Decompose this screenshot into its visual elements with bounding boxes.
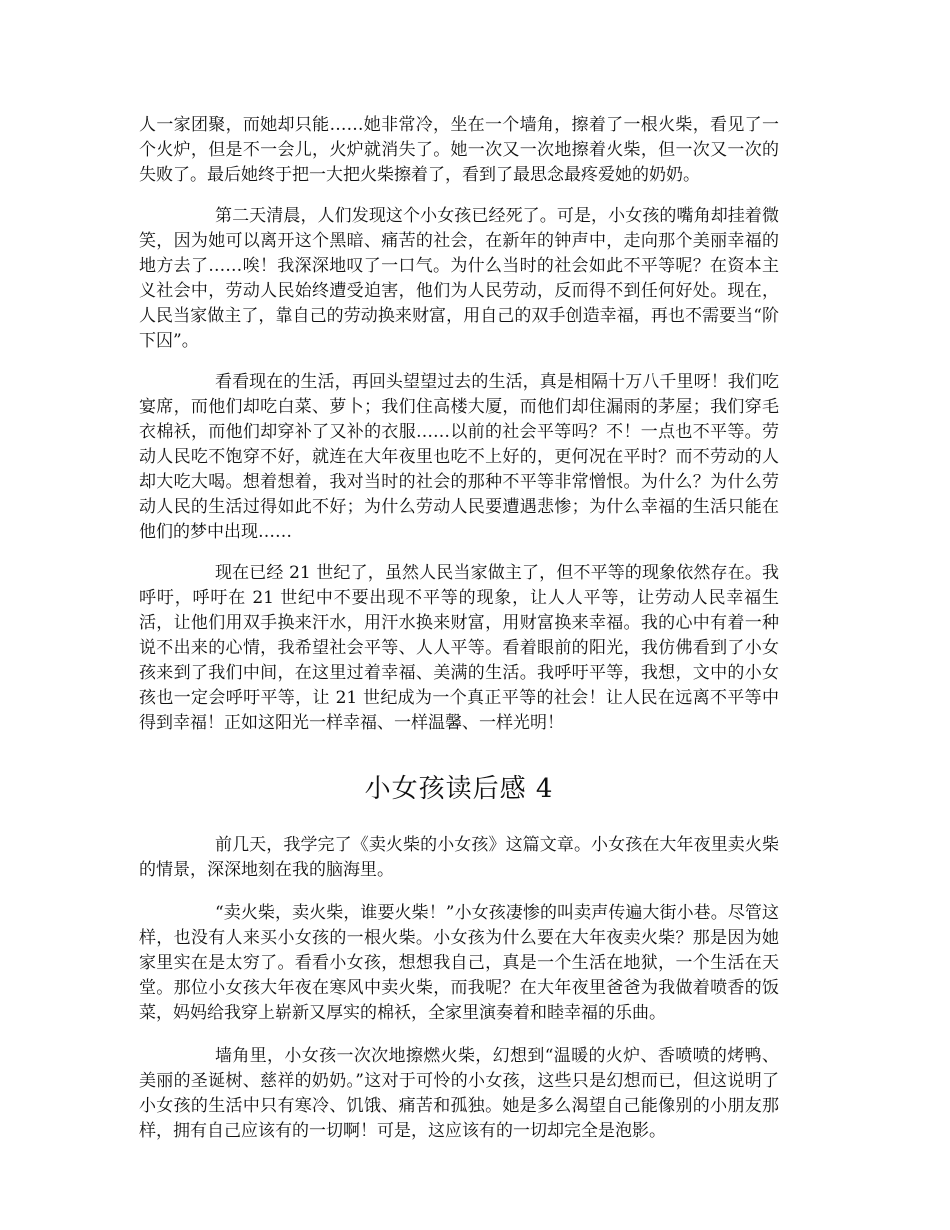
paragraph-selling-matches: “卖火柴，卖火柴，谁要火柴！”小女孩凄惨的叫卖声传遍大街小巷。尽管这样，也没有人来买小女孩的一根火柴。小女孩为什么要在大年夜卖火柴？那是因为她家里实在是太穷了。看看小女孩，想想我自己，真是一个生活在地狱，一个生活在天堂。那位小女孩大年夜在寒风中卖火柴，而我呢？在大年夜里爸爸为我做着喷香的饭菜，妈妈给我穿上崭新又厚实的棉袄，全家里演奏着和睦幸福的乐曲。 bbox=[139, 903, 779, 1023]
paragraph-21st-century: 现在已经 21 世纪了，虽然人民当家做主了，但不平等的现象依然存在。我呼吁，呼吁在 21 世纪中不要出现不平等的现象，让人人平等，让劳动人民幸福生活，让他们用双手换来汗水，用汗水换来财富，用财富换来幸福。我的心中有着一种说不出来的心情，我希望社会平等、人人平等。看着眼前的阳光，我仿佛看到了小女孩来到了我们中间，在这里过着幸福、美满的生活。我呼吁平等，我想，文中的小女孩也一定会呼吁平等，让 21 世纪成为一个真正平等的社会！让人民在远离不平等中得到幸福！正如这阳光一样幸福、一样温馨、一样光明！ bbox=[139, 563, 779, 733]
paragraph-corner: 墙角里，小女孩一次次地擦燃火柴，幻想到“温暖的火炉、香喷喷的烤鸭、美丽的圣诞树、慈祥的奶奶。”这对于可怜的小女孩，这些只是幻想而已，但这说明了小女孩的生活中只有寒冷、饥饿、痛苦和孤独。她是多么渴望自己能像别的小朋友那样，拥有自己应该有的一切啊！可是，这应该有的一切却完全是泡影。 bbox=[139, 1046, 779, 1141]
paragraph-next-morning: 第二天清晨，人们发现这个小女孩已经死了。可是，小女孩的嘴角却挂着微笑，因为她可以离开这个黑暗、痛苦的社会，在新年的钟声中，走向那个美丽幸福的地方去了……唉！我深深地叹了一口气。为什么当时的社会如此不平等呢？在资本主义社会中，劳动人民始终遭受迫害，他们为人民劳动，反而得不到任何好处。现在，人民当家做主了，靠自己的劳动换来财富，用自己的双手创造幸福，再也不需要当“阶下囚”。 bbox=[139, 206, 779, 351]
section-heading: 小女孩读后感 4 bbox=[364, 774, 554, 804]
paragraph-intro: 前几天，我学完了《卖火柴的小女孩》这篇文章。小女孩在大年夜里卖火柴的情景，深深地刻在我的脑海里。 bbox=[139, 835, 779, 880]
paragraph-comparison: 看看现在的生活，再回头望望过去的生活，真是相隔十万八千里呀！我们吃宴席，而他们却吃白菜、萝卜；我们住高楼大厦，而他们却住漏雨的茅屋；我们穿毛衣棉袄，而他们却穿补了又补的衣服……以前的社会平等吗？不！一点也不平等。劳动人民吃不饱穿不好，就连在大年夜里也吃不上好的，更何况在平时？而不劳动的人却大吃大喝。想着想着，我对当时的社会的那种不平等非常憎恨。为什么？为什么劳动人民的生活过得如此不好；为什么劳动人民要遭遇悲惨；为什么幸福的生活只能在他们的梦中出现…… bbox=[139, 372, 779, 542]
paragraph-continued: 人一家团聚，而她却只能……她非常冷，坐在一个墙角，擦着了一根火柴，看见了一个火炉，但是不一会儿，火炉就消失了。她一次又一次地擦着火柴，但一次又一次的失败了。最后她终于把一大把火柴擦着了，看到了最思念最疼爱她的奶奶。 bbox=[139, 115, 779, 185]
document-page bbox=[139, 113, 779, 1144]
